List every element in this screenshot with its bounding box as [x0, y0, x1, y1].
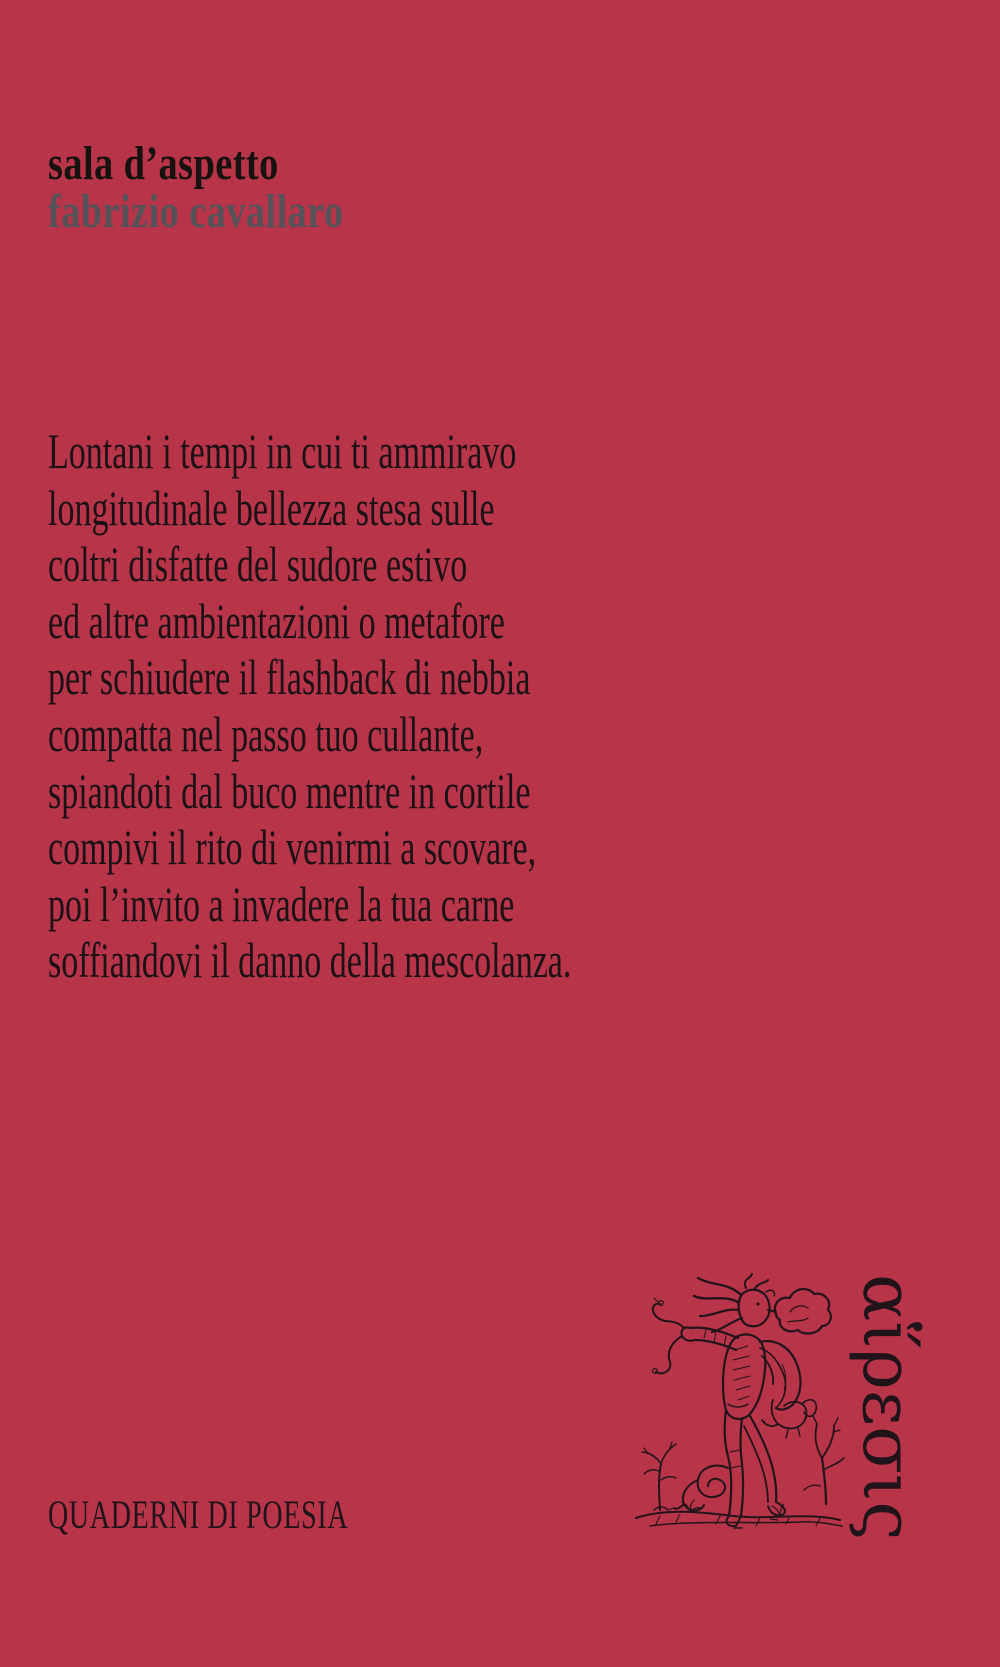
- poem-line: longitudinale bellezza stesa sulle: [48, 479, 495, 536]
- series-name: QUADERNI DI POESIA: [48, 1492, 349, 1537]
- poem-line: Lontani i tempi in cui ti ammiravo: [48, 423, 517, 479]
- book-title: sala d’aspetto: [48, 137, 279, 190]
- publisher-logo-text: αἵρεσις: [847, 1274, 929, 1541]
- poem-line: soffiandovi il danno della mescolanza.: [48, 932, 572, 989]
- poem-line: poi l’invito a invadere la tua carne: [48, 875, 515, 932]
- poem-line: coltri disfatte del sudore estivo: [48, 536, 468, 593]
- poem-line: compatta nel passo tuo cullante,: [48, 705, 484, 762]
- poem-line: compivi il rito di venirmi a scovare,: [48, 819, 537, 876]
- poem-line: spiandoti dal buco mentre in cortile: [48, 762, 531, 819]
- poem-line: per schiudere il flashback di nebbia: [48, 649, 531, 706]
- fury-engraving-icon: [630, 1272, 860, 1537]
- poem-line: ed altre ambientazioni o metafore: [48, 592, 505, 649]
- author-name: fabrizio cavallaro: [48, 185, 344, 238]
- title-block: [48, 137, 344, 238]
- poem: [48, 423, 571, 989]
